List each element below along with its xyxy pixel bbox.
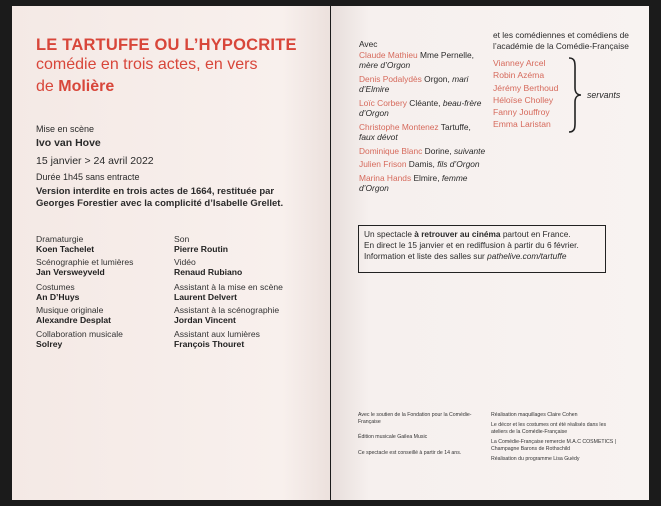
right-page (331, 6, 649, 500)
credit-item (36, 234, 176, 257)
character-desc: mère d’Orgon (359, 60, 411, 70)
box-text: En direct le 15 janvier et en rediffusion à partir du 6 février. (364, 240, 579, 250)
title-prefix: de (36, 78, 59, 95)
academy-member: Jérémy Berthoud (493, 82, 559, 93)
credit-role: Assistant aux lumières (174, 329, 260, 339)
credit-role: Collaboration musicale (36, 329, 123, 339)
character-desc: mari d’Elmire (359, 73, 469, 94)
credits-column-1 (36, 234, 176, 350)
footer-note: La Comédie-Française remercie M.A.C COSMETICS | Champagne Barons de Rothschild (491, 439, 617, 452)
footer-note: Édition musicale Gailea Music (358, 434, 428, 440)
character-desc: faux dévot (359, 132, 398, 142)
credit-item (36, 282, 176, 305)
actor-name: Christophe Montenez (359, 121, 439, 132)
academy-member: Emma Laristan (493, 119, 551, 130)
credit-name: François Thouret (174, 339, 245, 349)
character-desc: femme d’Orgon (359, 172, 468, 193)
character: Damis, (406, 159, 438, 169)
credit-name: Koen Tachelet (36, 244, 95, 254)
credit-item (174, 329, 314, 350)
academy-intro: et les comédiennes et comédiens de l’académie de la Comédie-Française (493, 30, 629, 51)
character-desc: fils d’Orgon (437, 159, 480, 169)
actor-name: Denis Podalydès (359, 73, 422, 84)
character: Dorine, (422, 145, 454, 156)
footer-note: Ce spectacle est conseillé à partir de 14 ans. (358, 450, 462, 456)
actor-name: Claude Mathieu (359, 49, 418, 60)
credit-role: Vidéo (174, 257, 196, 267)
credit-name: Pierre Routin (174, 244, 228, 254)
title-line-2: comédie en trois actes, en vers (36, 56, 258, 73)
character: Mme Pernelle, (417, 49, 474, 60)
credit-role: Scénographie et lumières (36, 257, 134, 267)
author-name: Molière (58, 78, 115, 95)
credit-item (36, 257, 176, 282)
title-line-1: LE TARTUFFE OU L’HYPOCRITE (36, 36, 297, 54)
academy-list (493, 57, 558, 131)
footer-note: Réalisation du programme Lisa Guédy (491, 456, 580, 462)
credit-role: Dramaturgie (36, 234, 84, 244)
character: Cléante, (406, 97, 443, 108)
run-dates: 15 janvier > 24 avril 2022 (36, 155, 154, 167)
credit-item (174, 305, 314, 329)
cinema-box (358, 225, 606, 273)
director-name: Ivo van Hove (36, 137, 101, 149)
academy-member: Héloïse Cholley (493, 94, 554, 105)
actor-name: Dominique Blanc (359, 145, 423, 156)
credit-name: Alexandre Desplat (36, 315, 111, 325)
footer-note: Le décor et les costumes ont été réalisés dans les ateliers de la Comédie-Française (491, 422, 607, 435)
avec-label: Avec (359, 39, 378, 49)
credit-name: Jordan Vincent (174, 315, 236, 325)
credit-role: Assistant à la scénographie (174, 305, 280, 315)
credit-item (174, 257, 314, 282)
character: Tartuffe, (438, 121, 471, 132)
academy-member: Robin Azéma (493, 70, 545, 81)
footer-left (358, 412, 478, 457)
duration: Durée 1h45 sans entracte (36, 172, 140, 182)
credit-role: Assistant à la mise en scène (174, 282, 283, 292)
curly-brace-icon (567, 56, 583, 134)
character-desc: beau-frère d’Orgon (359, 97, 482, 118)
credit-role: Costumes (36, 282, 75, 292)
cast-item (359, 122, 487, 143)
credit-role: Son (174, 234, 190, 244)
servants-label: servants (587, 90, 621, 100)
credit-name: Renaud Rubiano (174, 267, 243, 277)
character: Elmire, (411, 172, 442, 183)
box-text: Information et liste des salles sur (364, 251, 488, 261)
cast-item (359, 74, 487, 95)
credit-name: An D’Huys (36, 292, 80, 302)
left-page (12, 6, 330, 500)
box-link: pathelive.com/tartuffe (487, 251, 567, 261)
cast-list (359, 39, 487, 194)
cast-item (359, 146, 487, 157)
credits-column-2 (174, 234, 314, 350)
credit-name: Jan Versweyveld (36, 267, 105, 277)
actor-name: Loïc Corbery (359, 97, 407, 108)
box-text: partout en France. (500, 229, 571, 239)
actor-name: Marina Hands (359, 172, 412, 183)
box-highlight: à retrouver au cinéma (414, 229, 501, 239)
academy-member: Fanny Jouffroy (493, 107, 550, 118)
credit-role: Musique originale (36, 305, 104, 315)
footer-note: Réalisation maquillages Claire Cohen (491, 412, 578, 418)
credit-item (174, 282, 314, 305)
mise-en-scene-label: Mise en scène (36, 124, 95, 134)
title-line-3 (36, 78, 114, 96)
actor-name: Julien Frison (359, 159, 407, 169)
cast-item (359, 173, 487, 194)
version-note: Version interdite en trois actes de 1664, restituée par Georges Forestier avec la complicité d’Isabelle Grellet. (36, 186, 284, 209)
credit-name: Laurent Delvert (174, 292, 238, 302)
footer-right (491, 412, 621, 463)
footer-note: Avec le soutien de la Fondation pour la Comédie-Française (358, 412, 472, 425)
academy-member: Vianney Arcel (493, 58, 546, 68)
box-text: Un spectacle (364, 229, 415, 239)
credit-item (36, 305, 176, 329)
credit-name: Solrey (36, 339, 63, 349)
cast-item (359, 98, 487, 119)
cast-item (359, 159, 487, 170)
credit-item (36, 329, 176, 350)
cast-item (359, 50, 487, 71)
character: Orgon, (421, 73, 453, 84)
credit-item (174, 234, 314, 257)
character-desc: suivante (453, 145, 486, 156)
